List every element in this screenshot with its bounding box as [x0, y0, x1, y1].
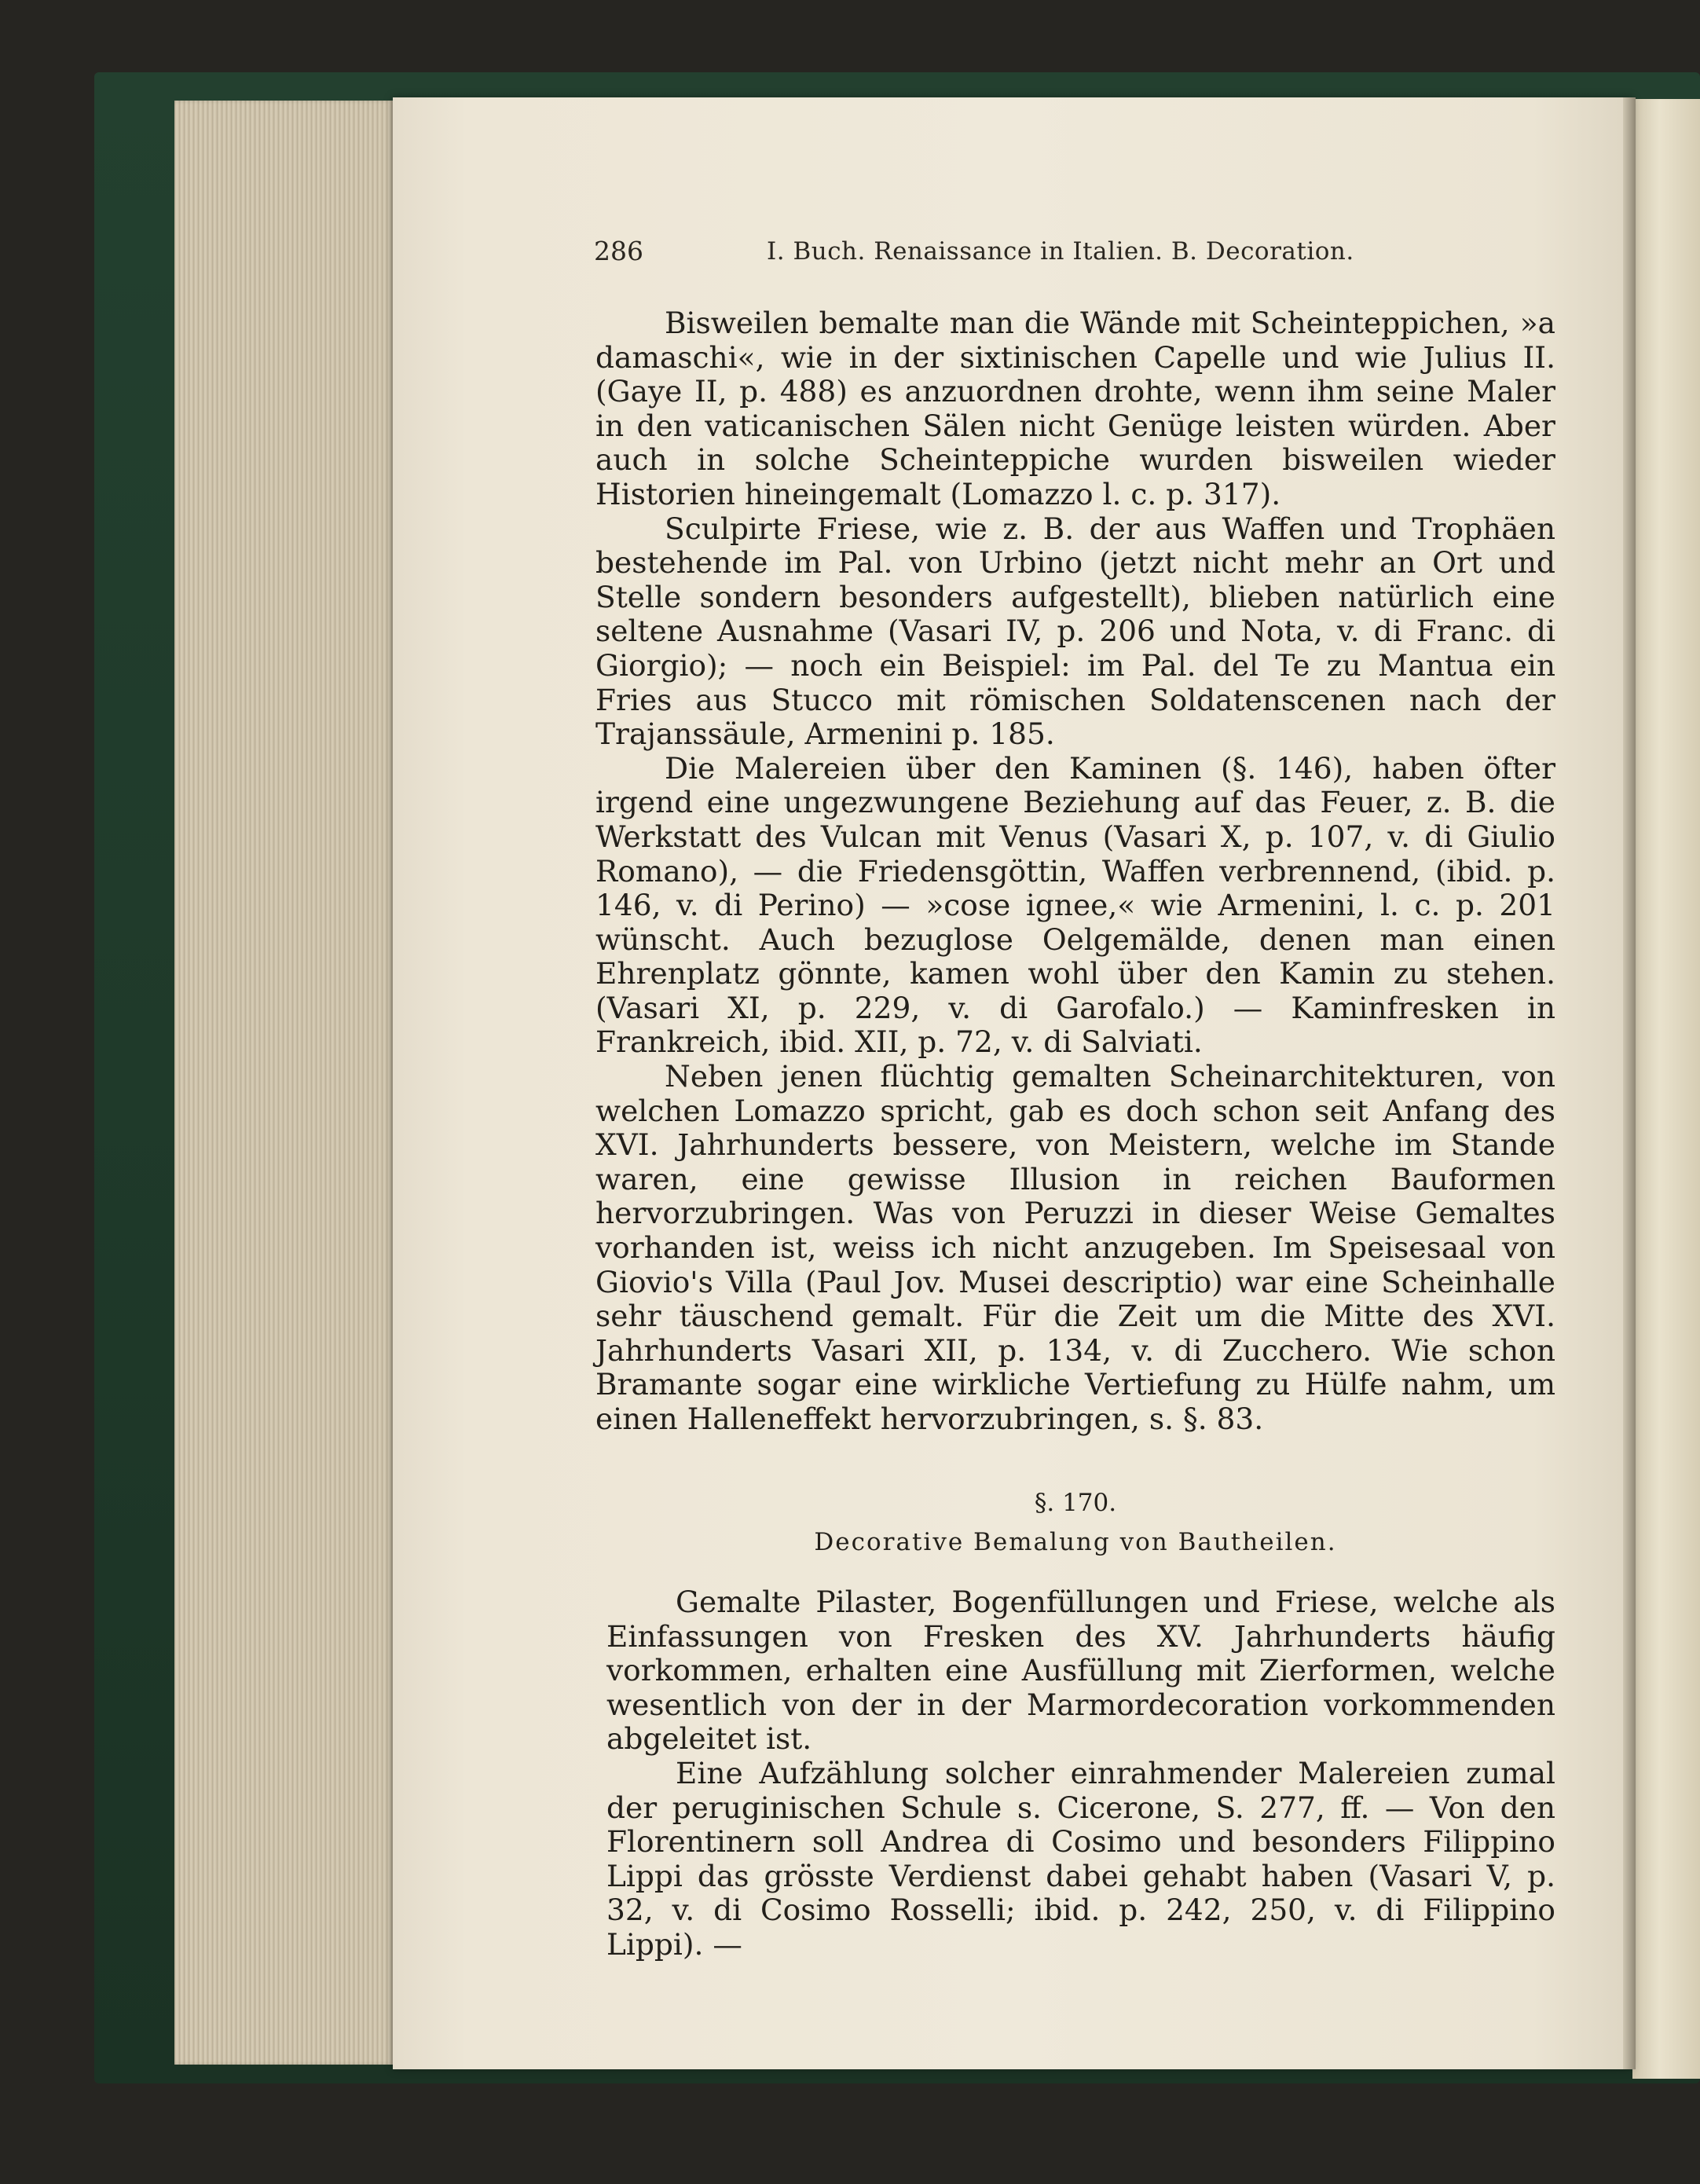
- running-header: [594, 236, 1450, 275]
- section-title: Decorative Bemalung von Bautheilen.: [814, 1528, 1337, 1556]
- page-number: 286: [594, 236, 643, 266]
- facing-page-edge: [1632, 99, 1700, 2079]
- page-gutter: [1623, 97, 1636, 2069]
- paragraph: Gemalte Pilaster, Bogenfüllungen und Friese, welche als Einfassungen von Fresken des XV. Jahrhunderts häufig vorkommen, erhalten eine Ausfüllung mit Zierformen, welche wesentlich von der in der Marmordecoration vorkommenden abgeleitet ist.: [606, 1585, 1555, 1757]
- page-block-edges: [174, 101, 394, 2065]
- paragraph: Sculpirte Friese, wie z. B. der aus Waffen und Trophäen bestehende im Pal. von Urbino (jetzt nicht mehr an Ort und Stelle sondern besonders aufgestellt), blieben natürlich eine seltene Ausnahme (Vasari IV, p. 206 und Nota, v. di Franc. di Giorgio); — noch ein Beispiel: im Pal. del Te zu Mantua ein Fries aus Stucco mit römischen Soldatenscenen nach der Trajanssäule, Armenini p. 185.: [595, 511, 1555, 752]
- paragraph: Neben jenen flüchtig gemalten Scheinarchitekturen, von welchen Lomazzo spricht, gab es doch schon seit Anfang des XVI. Jahrhunderts bessere, von Meistern, welche im Stande waren, eine gewisse Illusion in reichen Bauformen hervorzubringen. Was von Peruzzi in dieser Weise Gemaltes vorhanden ist, weiss ich nicht anzugeben. Im Speisesaal von Giovio's Villa (Paul Jov. Musei descriptio) war eine Scheinhalle sehr täuschend gemalt. Für die Zeit um die Mitte des XVI. Jahrhunderts Vasari XII, p. 134, v. di Zucchero. Wie schon Bramante sogar eine wirkliche Vertiefung zu Hülfe nahm, um einen Halleneffekt hervorzubringen, s. §. 83.: [595, 1059, 1555, 1436]
- paragraph: Bisweilen bemalte man die Wände mit Scheinteppichen, »a damaschi«, wie in der sixtinischen Capelle und wie Julius II. (Gaye II, p. 488) es anzuordnen drohte, wenn ihm seine Maler in den vaticanischen Sälen nicht Genüge leisten würden. Aber auch in solche Scheinteppiche wurden bisweilen wieder Historien hineingemalt (Lomazzo l. c. p. 317).: [595, 306, 1555, 511]
- running-title: I. Buch. Renaissance in Italien. B. Decoration.: [767, 237, 1354, 266]
- body-text: [595, 306, 1555, 1437]
- section-number: §. 170.: [1034, 1489, 1117, 1517]
- paragraph: Eine Aufzählung solcher einrahmender Malereien zumal der peruginischen Schule s. Cicerone, S. 277, ff. — Von den Florentinern soll Andrea di Cosimo und besonders Filippino Lippi das grösste Verdienst dabei gehabt haben (Vasari V, p. 32, v. di Cosimo Rosselli; ibid. p. 242, 250, v. di Filippino Lippi). —: [606, 1755, 1555, 1962]
- paragraph: Die Malereien über den Kaminen (§. 146), haben öfter irgend eine ungezwungene Beziehung auf das Feuer, z. B. die Werkstatt des Vulcan mit Venus (Vasari X, p. 107, v. di Giulio Romano), — die Friedensgöttin, Waffen verbrennend, (ibid. p. 146, v. di Perino) — »cose ignee,« wie Armenini, l. c. p. 201 wünscht. Auch bezuglose Oelgemälde, denen man einen Ehrenplatz gönnte, kamen wohl über den Kamin zu stehen. (Vasari XI, p. 229, v. di Garofalo.) — Kaminfresken in Frankreich, ibid. XII, p. 72, v. di Salviati.: [595, 750, 1555, 1060]
- section-body-text: [606, 1585, 1555, 1962]
